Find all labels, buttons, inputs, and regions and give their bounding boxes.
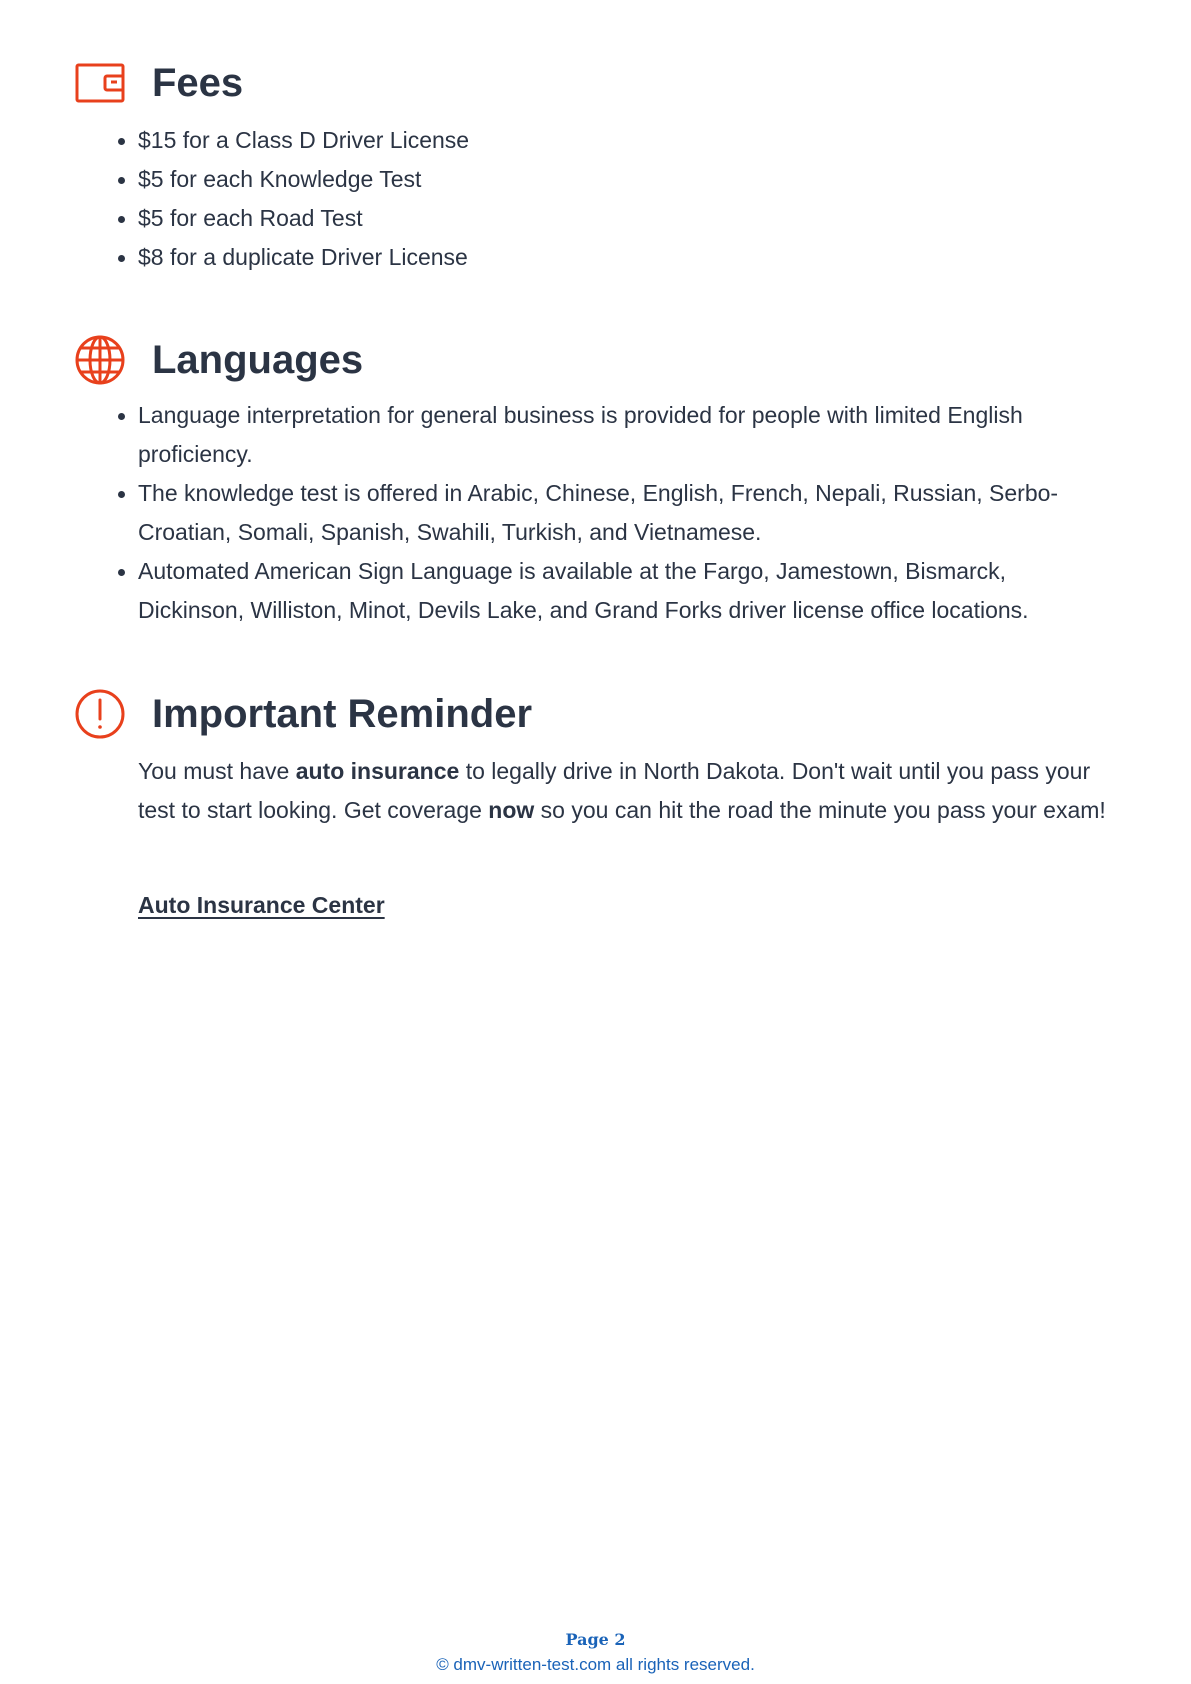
reminder-bold-insurance: auto insurance [295, 758, 460, 784]
languages-header [0, 334, 1191, 394]
fees-list [138, 121, 1118, 277]
list-item: The knowledge test is offered in Arabic, Chinese, English, French, Nepali, Russian, Serbo-Croatian, Somali, Spanish, Swahili, Turkish, and Vietnamese. [138, 474, 1118, 552]
reminder-text [138, 752, 1113, 830]
fees-header [0, 57, 1191, 117]
page-number: Page 2 [565, 1630, 626, 1649]
fees-section [0, 57, 1191, 270]
reminder-text-part: so you can hit the road the minute you pass your exam! [534, 797, 1106, 823]
list-item: $5 for each Road Test [138, 199, 1118, 238]
list-item: $5 for each Knowledge Test [138, 160, 1118, 199]
wallet-icon [74, 57, 126, 109]
list-item: Language interpretation for general business is provided for people with limited English proficiency. [138, 396, 1118, 474]
languages-title: Languages [152, 338, 364, 382]
list-item: $8 for a duplicate Driver License [138, 238, 1118, 277]
auto-insurance-center-link[interactable]: Auto Insurance Center [138, 892, 385, 918]
languages-section [0, 334, 1191, 623]
fees-title: Fees [152, 61, 244, 105]
reminder-text-part: You must have [138, 758, 296, 784]
reminder-section [0, 688, 1191, 918]
list-item: Automated American Sign Language is available at the Fargo, Jamestown, Bismarck, Dickinson, Williston, Minot, Devils Lake, and Grand Forks driver license office locations. [138, 552, 1118, 630]
reminder-bold-now: now [488, 797, 535, 823]
copyright-text: © dmv-written-test.com all rights reserved. [436, 1655, 755, 1674]
alert-circle-icon [74, 688, 126, 740]
reminder-header [0, 688, 1191, 748]
reminder-title: Important Reminder [152, 692, 533, 736]
globe-icon [74, 334, 126, 386]
list-item: $15 for a Class D Driver License [138, 121, 1118, 160]
languages-list [138, 396, 1118, 630]
reminder-text-part: to legally drive in North Dakota. Don't wait until you pass your test to start looking. Get coverage [138, 758, 1091, 823]
